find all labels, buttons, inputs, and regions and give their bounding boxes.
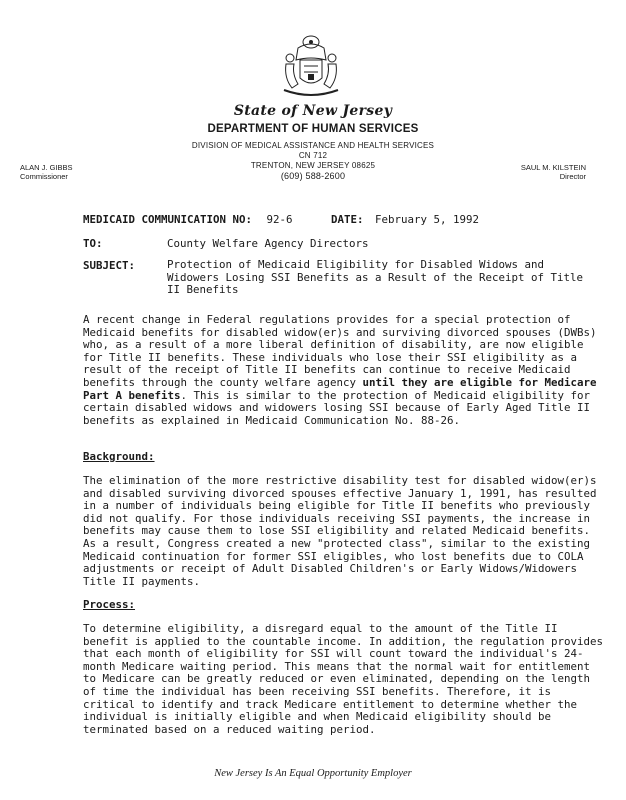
background-paragraph: The elimination of the more restrictive disability test for disabled widow(er)s and disabled surviving divorced spouses effective January 1, 1991, has resulted in a number of individuals being eligible for Title II benefits who previously did not qualify. For those individuals receiving SSI payments, the increase in benefits may cause them to lose SSI eligibility and related Medicaid benefits. As a result, Congress created a new "protected class", similar to the existing Medicaid continuation for former SSI eligibles, who lost benefits due to COLA adjustments or receipt of Adult Disabled Children's or Early Widows/Widowers Title II payments. xyxy=(83,474,597,588)
department-name: DEPARTMENT OF HUMAN SERVICES xyxy=(207,123,419,135)
intro-paragraph xyxy=(83,314,605,427)
process-heading: Process: xyxy=(83,598,136,611)
phone-number: (609) 588-2600 xyxy=(280,171,346,181)
subject-text: Protection of Medicaid Eligibility for Disabled Widows and Widowers Losing SSI Benefits as a Result of the Receipt of Title II Benefits xyxy=(167,258,584,297)
subject-row xyxy=(83,258,603,297)
background-heading: Background: xyxy=(83,450,155,463)
city-address: TRENTON, NEW JERSEY 08625 xyxy=(250,161,376,170)
state-title: State of New Jersey xyxy=(233,103,393,119)
commissioner-block xyxy=(20,163,73,181)
memo-header-row xyxy=(83,213,603,226)
cn-number: CN 712 xyxy=(298,151,328,160)
subject-label: SUBJECT: xyxy=(83,259,136,272)
communication-label: MEDICAID COMMUNICATION NO: xyxy=(83,213,253,226)
intro-text-b: . This is similar to the protection of Medicaid eligibility for certain disabled widows and widowers losing SSI because of Early Aged Title II benefits as explained in Medicaid Communication No. 88-26. xyxy=(83,388,591,427)
division-name: DIVISION OF MEDICAL ASSISTANCE AND HEALTH SERVICES xyxy=(191,141,435,150)
communication-number: 92-6 xyxy=(266,213,293,226)
memo-date: February 5, 1992 xyxy=(375,213,480,226)
commissioner-name: ALAN J. GIBBS xyxy=(20,163,73,172)
footer-text: New Jersey Is An Equal Opportunity Employer xyxy=(214,768,412,779)
state-seal xyxy=(278,30,344,102)
director-title: Director xyxy=(559,172,586,181)
to-recipient: County Welfare Agency Directors xyxy=(167,237,369,250)
to-label: TO: xyxy=(83,237,103,250)
date-label: DATE: xyxy=(331,213,364,226)
director-block xyxy=(521,163,586,181)
commissioner-title: Commissioner xyxy=(20,172,68,181)
to-row xyxy=(83,237,369,250)
intro-text-bold: until they are eligible for Medicare Part A benefits xyxy=(83,375,597,402)
process-paragraph: To determine eligibility, a disregard equal to the amount of the Title II benefit is applied to the countable income. In addition, the regulation provides that each month of eligibility for SSI will count toward the individual's 24-month Medicare waiting period. This means that the normal wait for entitlement to Medicare can be greatly reduced or even eliminated, depending on the length of time the individual has been receiving SSI benefits. Therefore, it is critical to identify and track Medicare entitlement to determine whether the individual is initially eligible and when Medicaid eligibility should be terminated based on a reduced waiting period. xyxy=(83,622,604,736)
intro-text-a: A recent change in Federal regulations provides for a special protection of Medicaid benefits for disabled widow(er)s and surviving divorced spouses (DWBs) who, as a result of a more liberal definition of disability, are now eligible for Title II benefits. These individuals who lose their SSI eligibility as a result of the receipt of Title II benefits can continue to receive Medicaid benefits through the county welfare agency xyxy=(83,313,597,389)
director-name: SAUL M. KILSTEIN xyxy=(520,163,586,172)
